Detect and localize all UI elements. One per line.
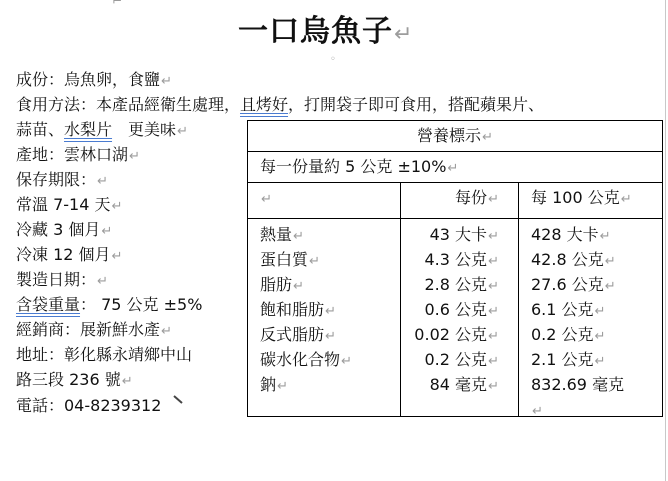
- per-serving-value: 4.3 公克↵: [424, 250, 499, 269]
- usage-text-flagged: 且烤好: [240, 95, 289, 114]
- per-serving-value: 0.6 公克↵: [424, 300, 499, 319]
- room-temp-text: 常溫 7-14 天: [16, 195, 111, 214]
- origin-text: 產地：雲林口湖: [16, 145, 129, 164]
- column-divider: [400, 183, 401, 416]
- nutrient-name: 碳水化合物↵: [260, 350, 352, 369]
- shelf-life-line[interactable]: [16, 170, 108, 190]
- nutrient-name: 脂肪↵: [260, 275, 304, 294]
- nutrient-name: 蛋白質↵: [260, 250, 320, 269]
- nutrition-title-row: [248, 121, 662, 152]
- nutrient-name: 熱量↵: [260, 225, 304, 244]
- manufacture-date-text: 製造日期：: [16, 270, 97, 289]
- per-100g-value: 832.69 毫克: [531, 375, 625, 394]
- per-100g-values-cell[interactable]: [519, 219, 662, 419]
- usage-line[interactable]: [16, 95, 544, 115]
- weight-value: ： 75 公克 ±5%: [80, 295, 203, 314]
- header-per-100g: 每 100 公克: [531, 188, 620, 207]
- per-100g-value: 27.6 公克↵: [531, 275, 616, 294]
- paragraph-mark-icon: ↵: [620, 192, 632, 207]
- refrigerated-text: 冷藏 3 個月: [16, 220, 101, 239]
- empty-paragraph-mark-icon: ◦: [330, 54, 336, 65]
- paragraph-mark-icon: ↵: [177, 124, 189, 139]
- per-100g-value: 42.8 公克↵: [531, 250, 616, 269]
- room-temp-line[interactable]: [16, 195, 122, 215]
- paragraph-mark-icon: ↵: [121, 374, 133, 389]
- per-serving-values-cell[interactable]: [401, 219, 519, 416]
- paragraph-mark-icon: ↵: [447, 161, 459, 176]
- per-serving-value: 0.2 公克↵: [424, 350, 499, 369]
- nutrition-title: 營養標示: [417, 126, 482, 145]
- nutrition-header-row: [248, 183, 662, 219]
- per-serving-value: 43 大卡↵: [429, 225, 499, 244]
- usage-text-prefix: 食用方法：本產品經衛生處理，: [16, 95, 241, 114]
- per-100g-value: 6.1 公克↵: [531, 300, 606, 319]
- nutrient-name: 反式脂肪↵: [260, 325, 336, 344]
- paragraph-mark-icon: ↵: [111, 249, 123, 264]
- nutrient-names-cell[interactable]: [260, 219, 400, 416]
- weight-label: 含袋重量: [16, 295, 81, 314]
- per-serving-value: 0.02 公克↵: [414, 325, 499, 344]
- top-anchor-mark-icon: ⌐: [112, 0, 123, 8]
- per-100g-value: 2.1 公克↵: [531, 350, 606, 369]
- paragraph-mark-icon: ↵: [394, 22, 414, 47]
- frozen-line[interactable]: [16, 245, 123, 265]
- refrigerated-line[interactable]: [16, 220, 112, 240]
- ingredients-text: 成份：烏魚卵，食鹽: [16, 70, 161, 89]
- nutrition-table[interactable]: [247, 120, 663, 417]
- distributor-line[interactable]: [16, 320, 172, 340]
- address-text-1: 地址：彰化縣永靖鄉中山: [16, 345, 193, 364]
- page-right-edge: [665, 0, 666, 481]
- nutrition-serving: 每一份量約 5 公克 ±10%: [260, 157, 447, 176]
- header-cell-per-serving[interactable]: [401, 183, 519, 218]
- header-cell-empty[interactable]: [260, 183, 400, 218]
- paragraph-mark-icon: ↵: [488, 192, 499, 207]
- document-title[interactable]: [238, 12, 458, 52]
- phone-line[interactable]: [16, 396, 161, 416]
- per-serving-value: 84 毫克↵: [429, 375, 499, 394]
- paragraph-mark-icon: ↵: [97, 174, 108, 189]
- ingredients-line[interactable]: [16, 70, 172, 90]
- paragraph-mark-icon: ↵: [161, 324, 172, 339]
- usage-text-suffix: ，打開袋子即可食用，搭配蘋果片、: [288, 95, 545, 114]
- header-cell-per-100g[interactable]: [519, 183, 662, 218]
- phone-text: 電話：04-8239312: [16, 396, 162, 415]
- address-line-1[interactable]: [16, 345, 192, 365]
- weight-line[interactable]: [16, 295, 202, 315]
- nutrition-title-cell[interactable]: [248, 121, 662, 151]
- paragraph-mark-icon: ↵: [101, 224, 113, 239]
- usage2-text-flagged: 水梨片: [64, 120, 113, 139]
- paragraph-mark-icon: ↵: [482, 130, 493, 145]
- nutrition-serving-cell[interactable]: [260, 152, 660, 182]
- paragraph-mark-icon: ↵: [129, 149, 140, 164]
- empty-line: ↵: [532, 404, 543, 419]
- paragraph-mark-icon: ↵: [261, 192, 272, 207]
- paragraph-mark-icon: ↵: [161, 74, 172, 89]
- frozen-text: 冷凍 12 個月: [16, 245, 111, 264]
- address-line-2[interactable]: [16, 370, 133, 390]
- nutrition-body-row: [248, 219, 662, 419]
- nutrition-serving-row: [248, 152, 662, 183]
- distributor-text: 經銷商：展新鮮水產: [16, 320, 161, 339]
- paragraph-mark-icon: ↵: [111, 199, 123, 214]
- per-100g-value: 428 大卡↵: [531, 225, 611, 244]
- paragraph-mark-icon: ↵: [97, 274, 108, 289]
- nutrient-name: 鈉↵: [260, 375, 288, 394]
- column-divider: [518, 183, 519, 416]
- per-100g-value: 0.2 公克↵: [531, 325, 606, 344]
- usage-continued-line[interactable]: [16, 120, 188, 140]
- manufacture-date-line[interactable]: [16, 270, 108, 290]
- usage2-text-suffix: 更美味: [112, 120, 177, 139]
- usage2-text-prefix: 蒜苗、: [16, 120, 65, 139]
- address-text-2: 路三段 236 號: [16, 370, 121, 389]
- shelf-life-text: 保存期限：: [16, 170, 97, 189]
- grammar-squiggle-icon: [173, 395, 183, 405]
- nutrient-name: 飽和脂肪↵: [260, 300, 336, 319]
- title-text: 一口烏魚子: [238, 14, 393, 49]
- origin-line[interactable]: [16, 145, 140, 165]
- per-serving-value: 2.8 公克↵: [424, 275, 499, 294]
- header-per-serving: 每份: [455, 188, 488, 207]
